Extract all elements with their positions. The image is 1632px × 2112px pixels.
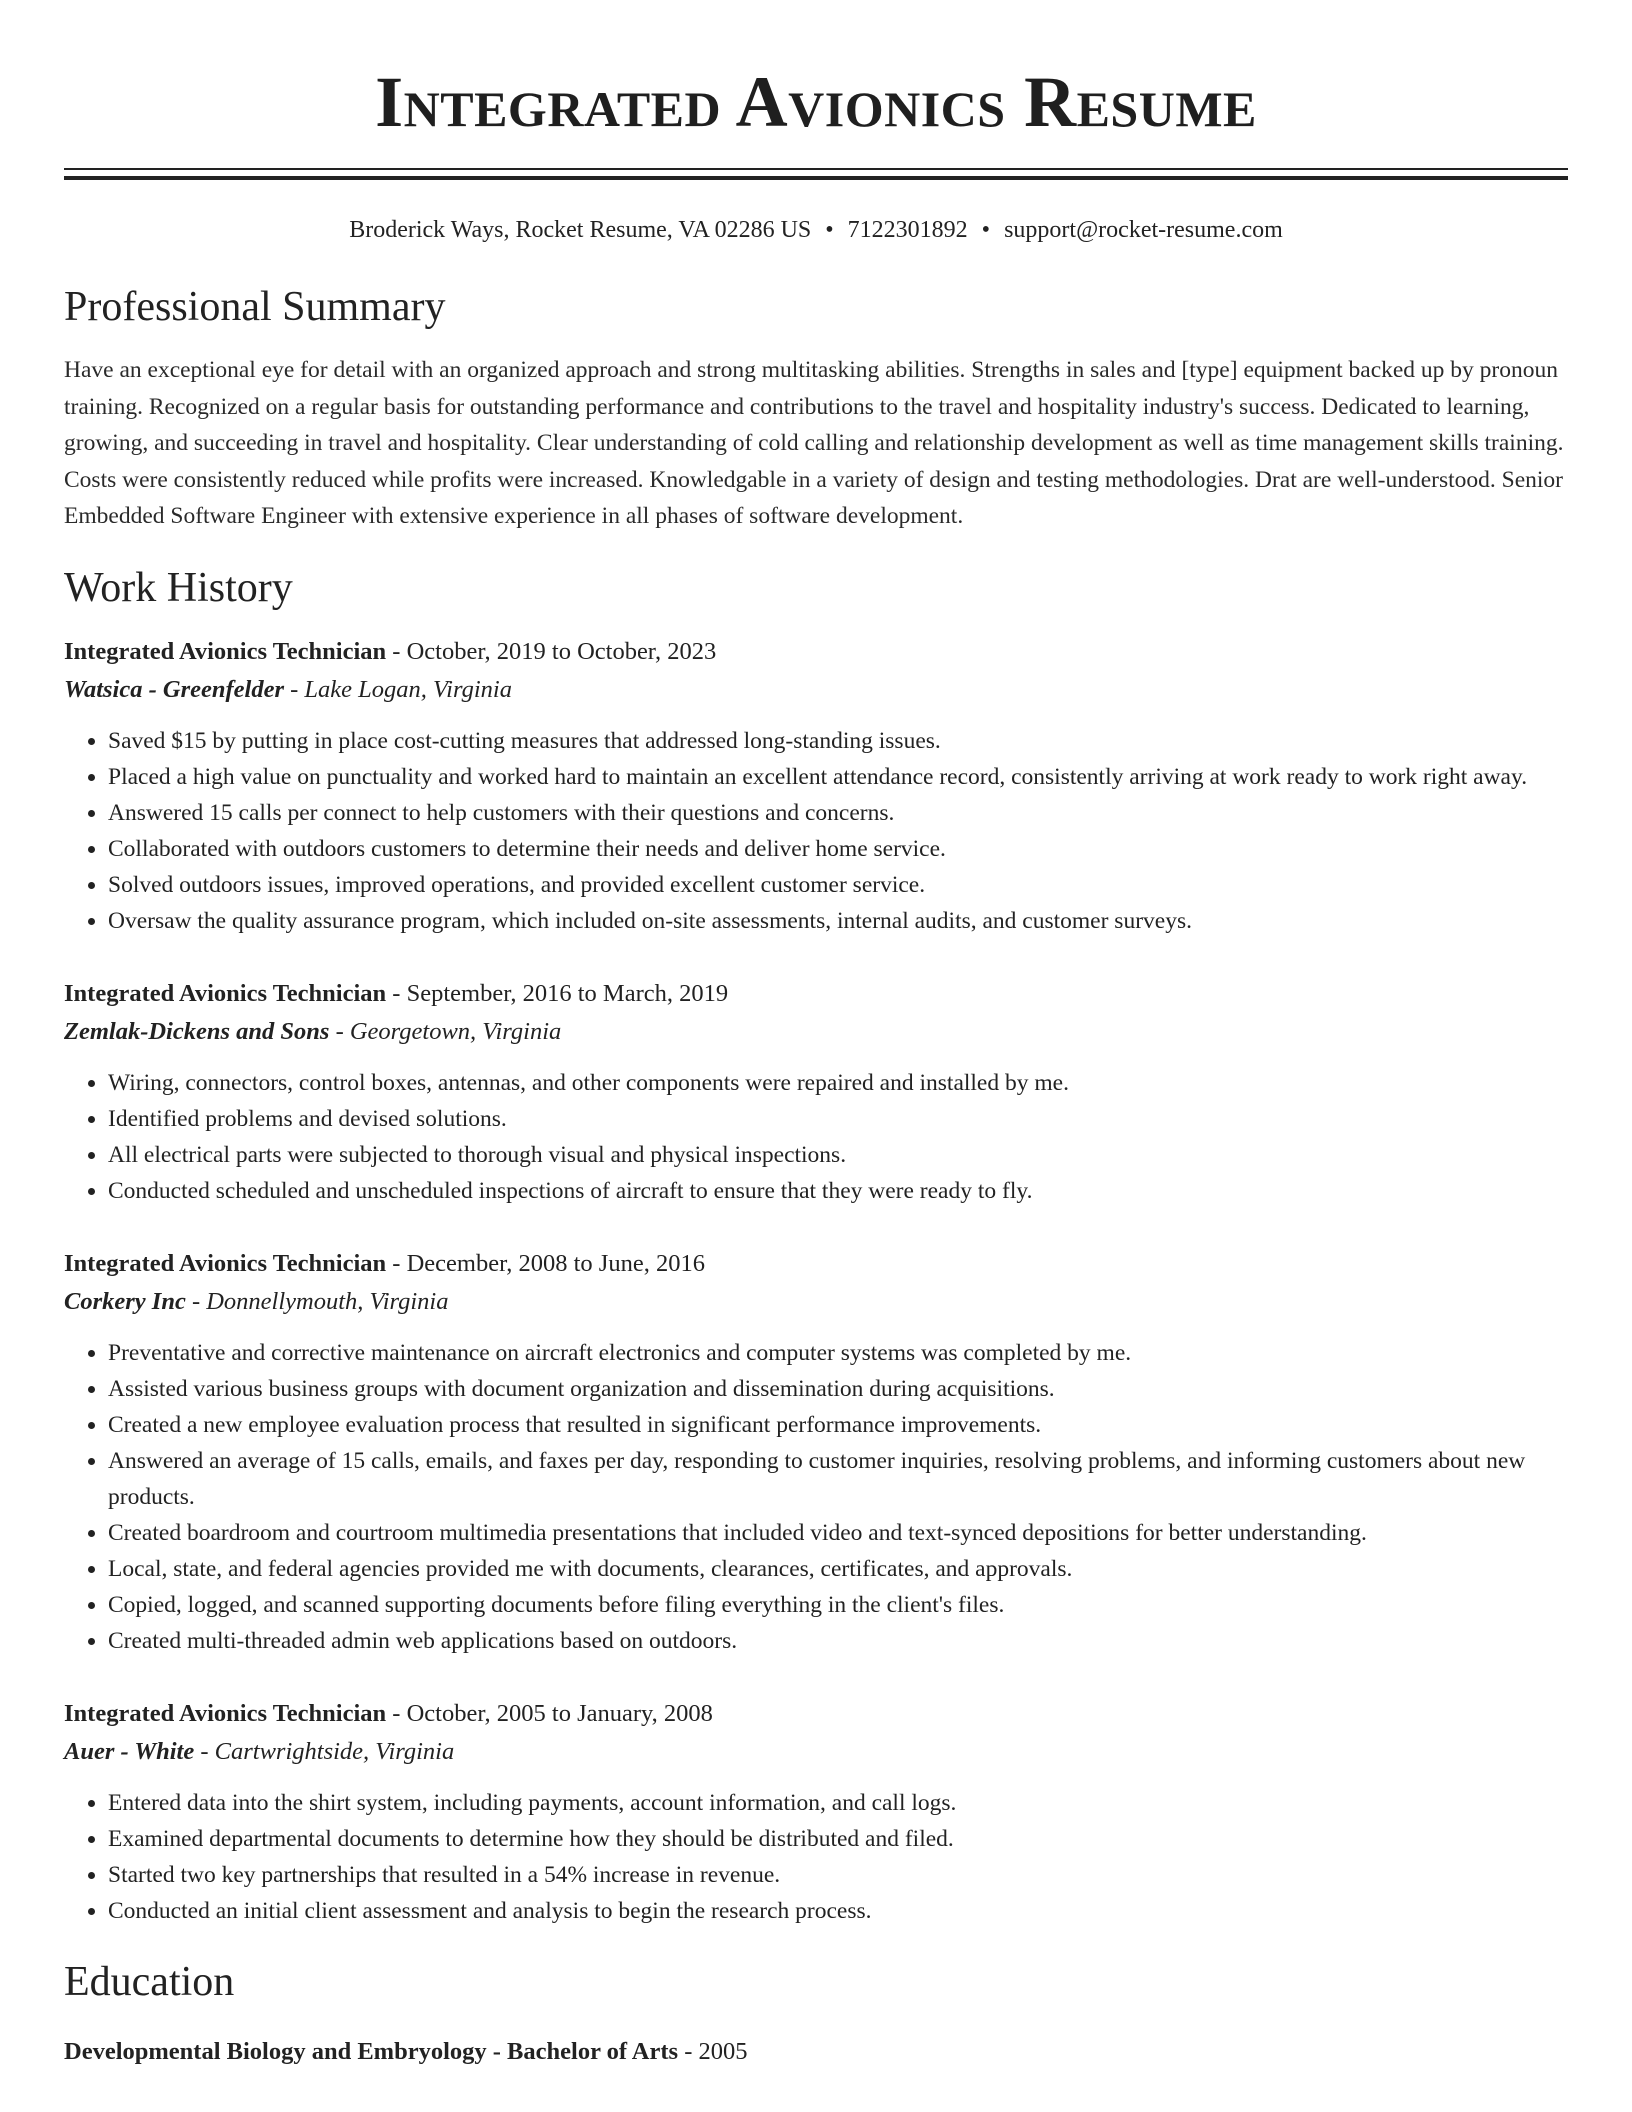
- contact-email: support@rocket-resume.com: [1004, 217, 1283, 243]
- company-name: Watsica - Greenfelder: [64, 675, 284, 703]
- education-heading: Education: [64, 1958, 235, 2005]
- education-degree: Developmental Biology and Embryology - Bachelor of Arts: [64, 2037, 679, 2065]
- job-entry: [64, 1245, 1568, 1659]
- job-bullet: • Answered an average of 15 calls, emails, and faxes per day, responding to customer inquiries, resolving problems, and informing customers about new products.: [108, 1443, 1568, 1515]
- job-entry: [64, 975, 1568, 1209]
- education-entry: [64, 2033, 1568, 2071]
- summary-heading: Professional Summary: [64, 284, 446, 330]
- job-dates: - December, 2008 to June, 2016: [386, 1249, 705, 1277]
- job-title-line: [64, 975, 1568, 1013]
- job-bullet: • Started two key partnerships that resulted in a 54% increase in revenue.: [108, 1857, 1568, 1893]
- contact-phone: 7122301892: [847, 217, 968, 243]
- job-bullets: [64, 1335, 1568, 1659]
- job-entry: [64, 1695, 1568, 1929]
- job-bullet: • Preventative and corrective maintenance on aircraft electronics and computer systems was completed by me.: [108, 1335, 1568, 1371]
- divider-thin-line: [64, 168, 1568, 170]
- contact-address: Broderick Ways, Rocket Resume, VA 02286 US: [349, 217, 812, 243]
- work-history-heading: Work History: [64, 564, 293, 611]
- job-title: Integrated Avionics Technician: [64, 979, 387, 1007]
- contact-line: [64, 214, 1568, 246]
- company-location: - Donnellymouth, Virginia: [185, 1287, 449, 1315]
- job-bullet: • Entered data into the shirt system, including payments, account information, and call logs.: [108, 1785, 1568, 1821]
- job-bullet: • Saved $15 by putting in place cost-cutting measures that addressed long-standing issues.: [108, 723, 1568, 759]
- job-bullet: • Conducted scheduled and unscheduled inspections of aircraft to ensure that they were ready to fly.: [108, 1173, 1568, 1209]
- job-bullet: • Assisted various business groups with document organization and dissemination during acquisitions.: [108, 1371, 1568, 1407]
- job-bullet: • Identified problems and devised solutions.: [108, 1101, 1568, 1137]
- job-bullet: • Created a new employee evaluation process that resulted in significant performance improvements.: [108, 1407, 1568, 1443]
- job-title-line: [64, 1245, 1568, 1283]
- job-bullet: • Conducted an initial client assessment and analysis to begin the research process.: [108, 1893, 1568, 1929]
- job-bullet: • All electrical parts were subjected to thorough visual and physical inspections.: [108, 1137, 1568, 1173]
- company-line: [64, 1733, 1568, 1771]
- job-dates: - September, 2016 to March, 2019: [386, 979, 729, 1007]
- job-bullet: • Copied, logged, and scanned supporting documents before filing everything in the client's files.: [108, 1587, 1568, 1623]
- job-bullet: • Local, state, and federal agencies provided me with documents, clearances, certificates, and approvals.: [108, 1551, 1568, 1587]
- company-name: Auer - White: [64, 1737, 195, 1765]
- company-name: Zemlak-Dickens and Sons: [64, 1017, 330, 1045]
- divider-thick-line: [64, 176, 1568, 180]
- company-location: - Lake Logan, Virginia: [284, 675, 512, 703]
- job-dates: - October, 2019 to October, 2023: [386, 637, 717, 665]
- title-divider: [64, 168, 1568, 180]
- job-title: Integrated Avionics Technician: [64, 637, 387, 665]
- job-bullet: • Oversaw the quality assurance program, which included on-site assessments, internal audits, and customer surveys.: [108, 903, 1568, 939]
- job-title: Integrated Avionics Technician: [64, 1699, 387, 1727]
- job-bullets: [64, 1785, 1568, 1929]
- job-dates: - October, 2005 to January, 2008: [386, 1699, 713, 1727]
- job-bullet: • Created multi-threaded admin web applications based on outdoors.: [108, 1623, 1568, 1659]
- job-entry: [64, 633, 1568, 939]
- education-year: - 2005: [678, 2037, 748, 2065]
- company-line: [64, 1283, 1568, 1321]
- job-list: [64, 633, 1568, 1929]
- job-title-line: [64, 633, 1568, 671]
- summary-text: Have an exceptional eye for detail with an organized approach and strong multitasking abilities. Strengths in sales and [type] equipment backed up by pronoun training. Recognized on a regular basis for outstanding performance and contributions to the travel and hospitality industry's success. Dedicated to learning, growing, and succeeding in travel and hospitality. Clear understanding of cold calling and relationship development as well as time management skills training. Costs were consistently reduced while profits were increased. Knowledgable in a variety of design and testing methodologies. Drat are well-understood. Senior Embedded Software Engineer with extensive experience in all phases of software development.: [64, 357, 1564, 529]
- job-bullet: • Examined departmental documents to determine how they should be distributed and filed.: [108, 1821, 1568, 1857]
- job-bullet: • Answered 15 calls per connect to help customers with their questions and concerns.: [108, 795, 1568, 831]
- company-line: [64, 671, 1568, 709]
- job-bullet: • Solved outdoors issues, improved operations, and provided excellent customer service.: [108, 867, 1568, 903]
- job-bullet: • Placed a high value on punctuality and worked hard to maintain an excellent attendance record, consistently arriving at work ready to work right away.: [108, 759, 1568, 795]
- company-line: [64, 1013, 1568, 1051]
- job-bullets: [64, 723, 1568, 939]
- job-bullets: [64, 1065, 1568, 1209]
- job-bullet: • Collaborated with outdoors customers to determine their needs and deliver home service.: [108, 831, 1568, 867]
- company-location: - Cartwrightside, Virginia: [194, 1737, 455, 1765]
- contact-separator: •: [981, 217, 991, 243]
- company-location: - Georgetown, Virginia: [329, 1017, 562, 1045]
- company-name: Corkery Inc: [64, 1287, 186, 1315]
- resume-title: Integrated Avionics Resume: [375, 62, 1257, 142]
- job-bullet: • Created boardroom and courtroom multimedia presentations that included video and text-synced depositions for better understanding.: [108, 1515, 1568, 1551]
- contact-separator: •: [825, 217, 834, 243]
- job-title: Integrated Avionics Technician: [64, 1249, 387, 1277]
- job-bullet: • Wiring, connectors, control boxes, antennas, and other components were repaired and installed by me.: [108, 1065, 1568, 1101]
- job-title-line: [64, 1695, 1568, 1733]
